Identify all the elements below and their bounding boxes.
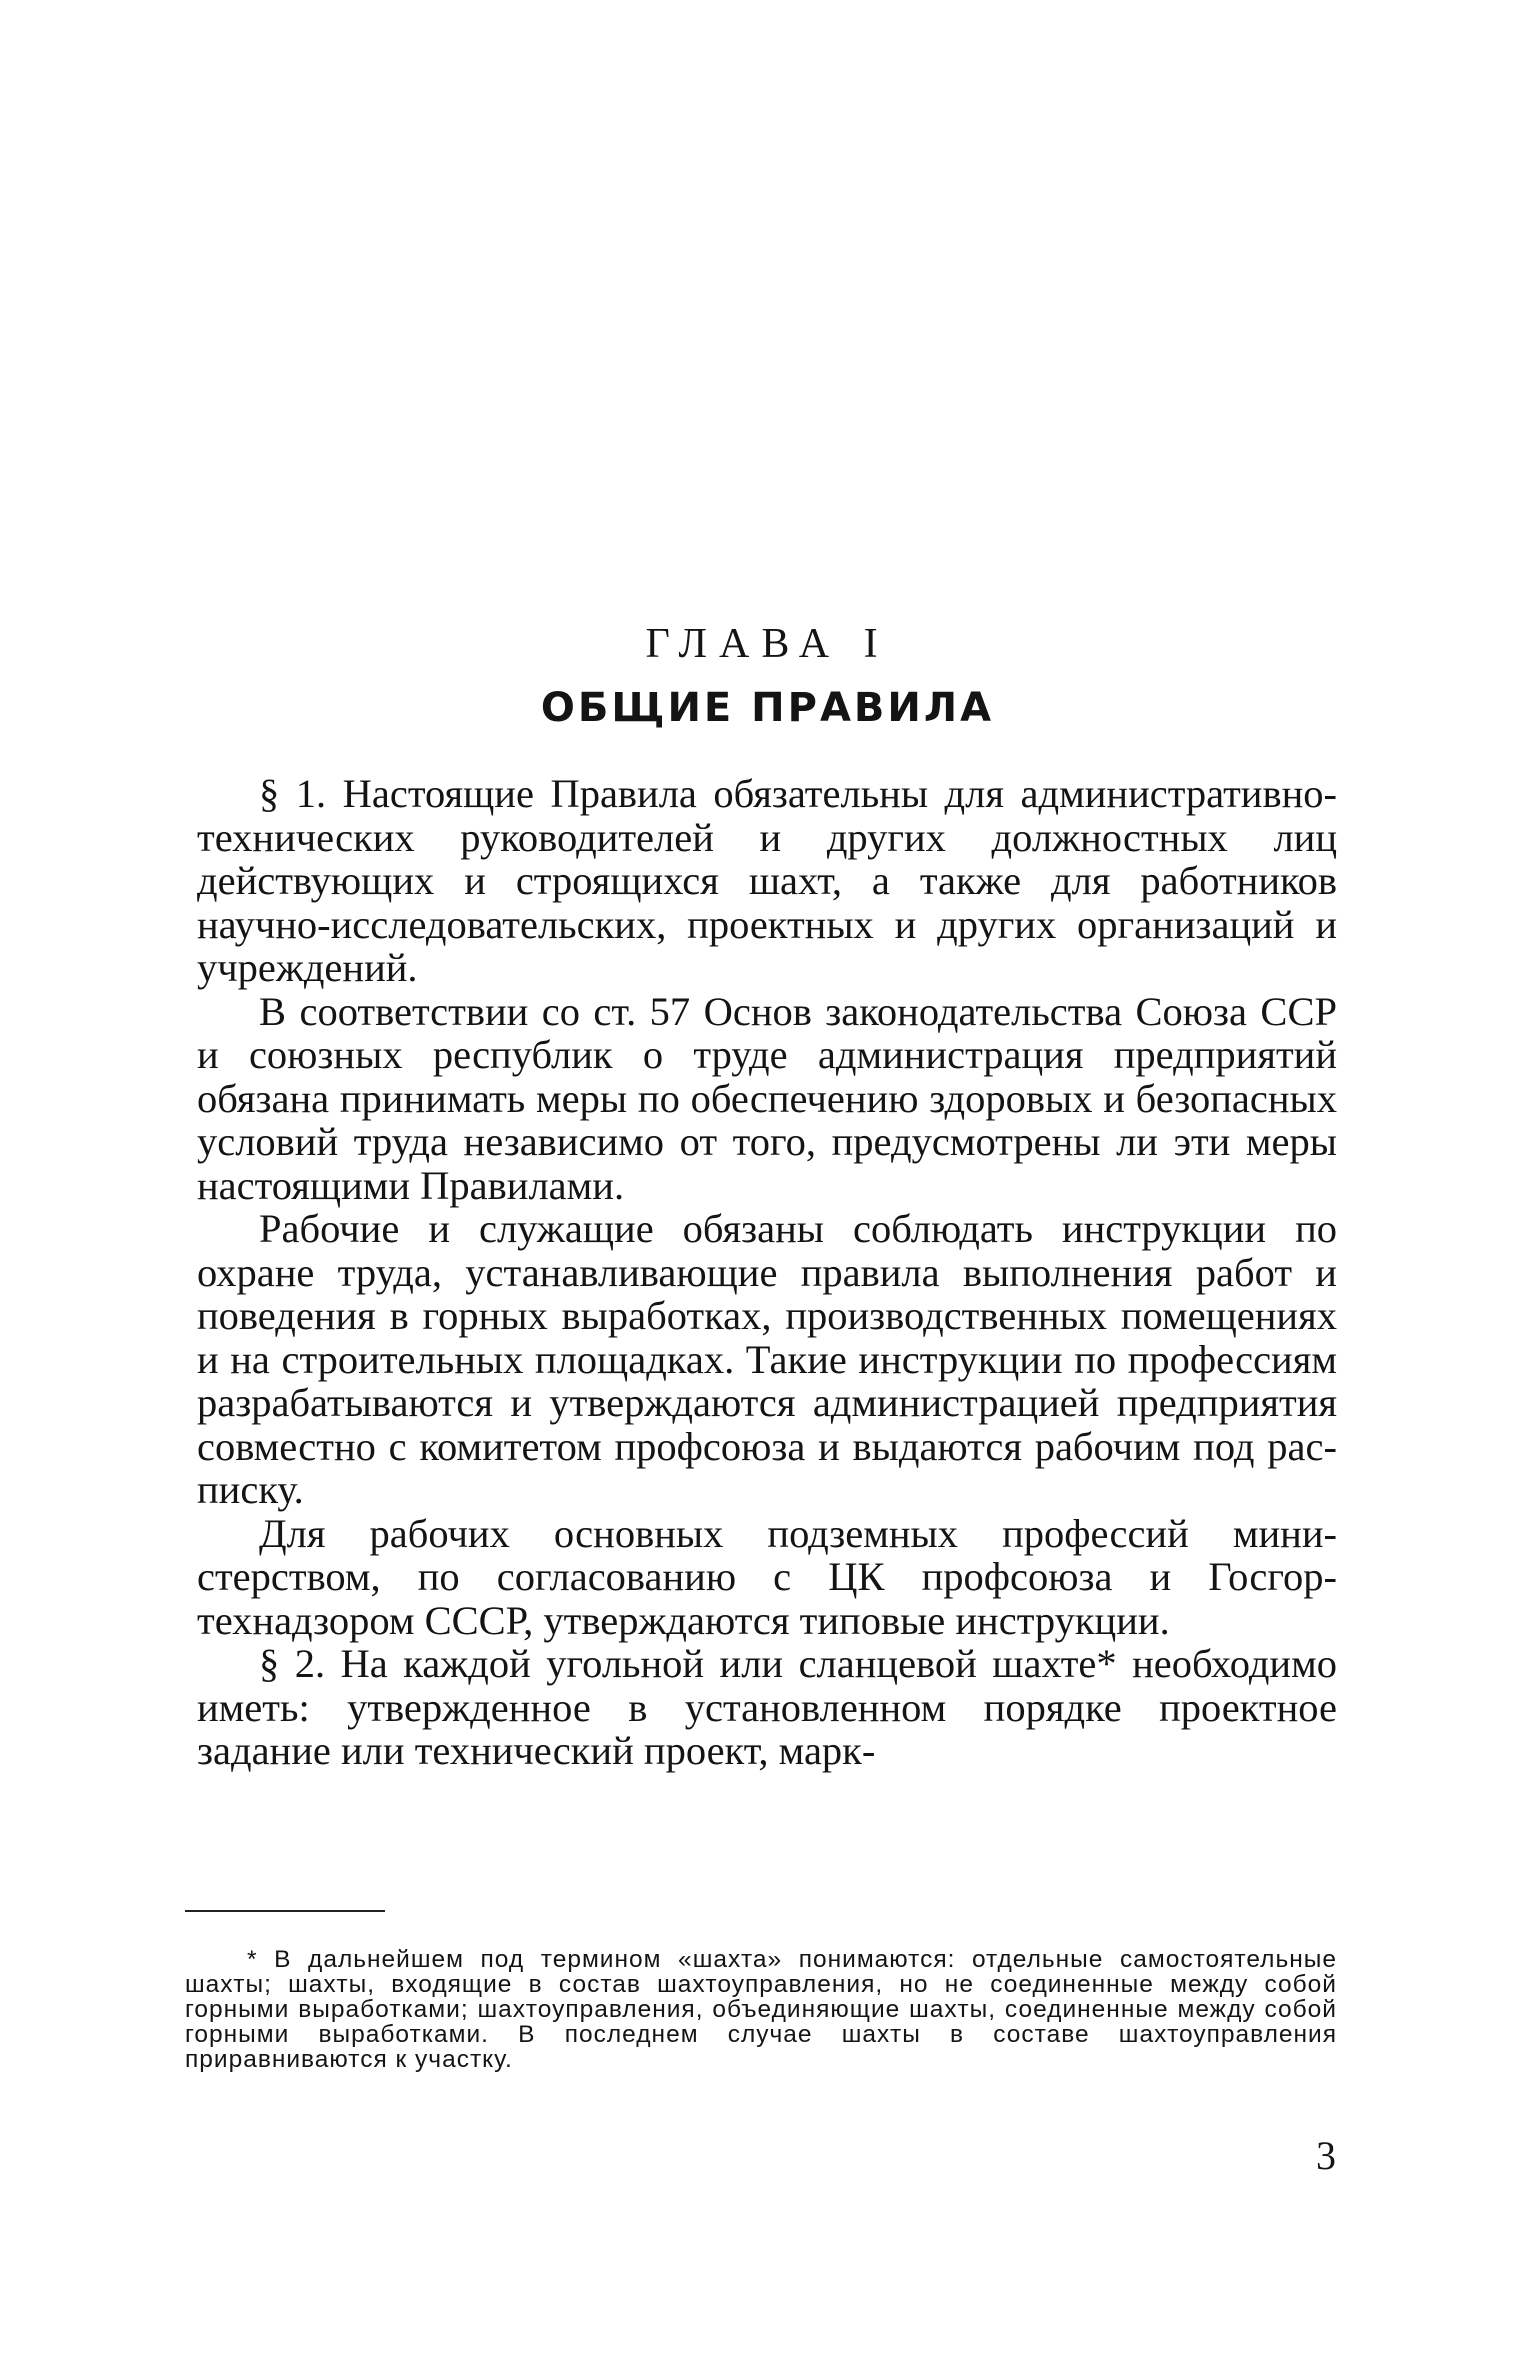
paragraph-instructions: Рабочие и служащие обязаны соблюдать инструкции по охране труда, устанавливающие правила выполнения работ и поведения в горных выработках, производственных помещениях и на строительных площадках. Такие инструкции по профессиям разрабатываются и утверждаются администрацией предприятия совместно с комитетом профсоюза и выдаются рабочим под расписку. bbox=[197, 1206, 1337, 1512]
paragraph-section-2: § 2. На каждой угольной или сланцевой шахте* необходимо иметь: утвержденное в установленном порядке проектное задание или технический проект, марк- bbox=[197, 1641, 1337, 1773]
chapter-title: ОБЩИЕ ПРАВИЛА bbox=[540, 685, 995, 731]
page-number: 3 bbox=[1316, 2133, 1336, 2178]
footnote-text: * В дальнейшем под термином «шахта» понимаются: отдельные самостоятельные шахты; шахты, входящие в состав шахтоуправления, но не соединенные между собой горными выработками; шахтоуправления, объединяющие шахты, соединенные между собой горными выработками. В последнем случае шахты в составе шахтоуправления приравниваются к участку. bbox=[185, 1946, 1337, 2073]
footnote bbox=[185, 1947, 1337, 2072]
footnote-divider bbox=[185, 1910, 385, 1912]
body-text bbox=[197, 772, 1337, 1773]
chapter-label: ГЛАВА I bbox=[645, 621, 890, 667]
paragraph-labor-law: В соответствии со ст. 57 Основ законодательства Союза ССР и союзных республик о труде администрация предприятий обязана принимать меры по обеспечению здоровых и безопасных условий труда независимо от того, предусмотрены ли эти меры настоящими Правилами. bbox=[197, 988, 1337, 1208]
paragraph-section-1: § 1. Настоящие Правила обязательны для административно-технических руководителей и других должностных лиц действующих и строящихся шахт, а также для работников научно-исследовательских, проектных и других организаций и учреждений. bbox=[197, 771, 1337, 990]
paragraph-typical-instructions: Для рабочих основных подземных профессий министерством, по согласованию с ЦК профсоюза и Госгортехнадзором СССР, утверждаются типовые инструкции. bbox=[197, 1510, 1337, 1643]
